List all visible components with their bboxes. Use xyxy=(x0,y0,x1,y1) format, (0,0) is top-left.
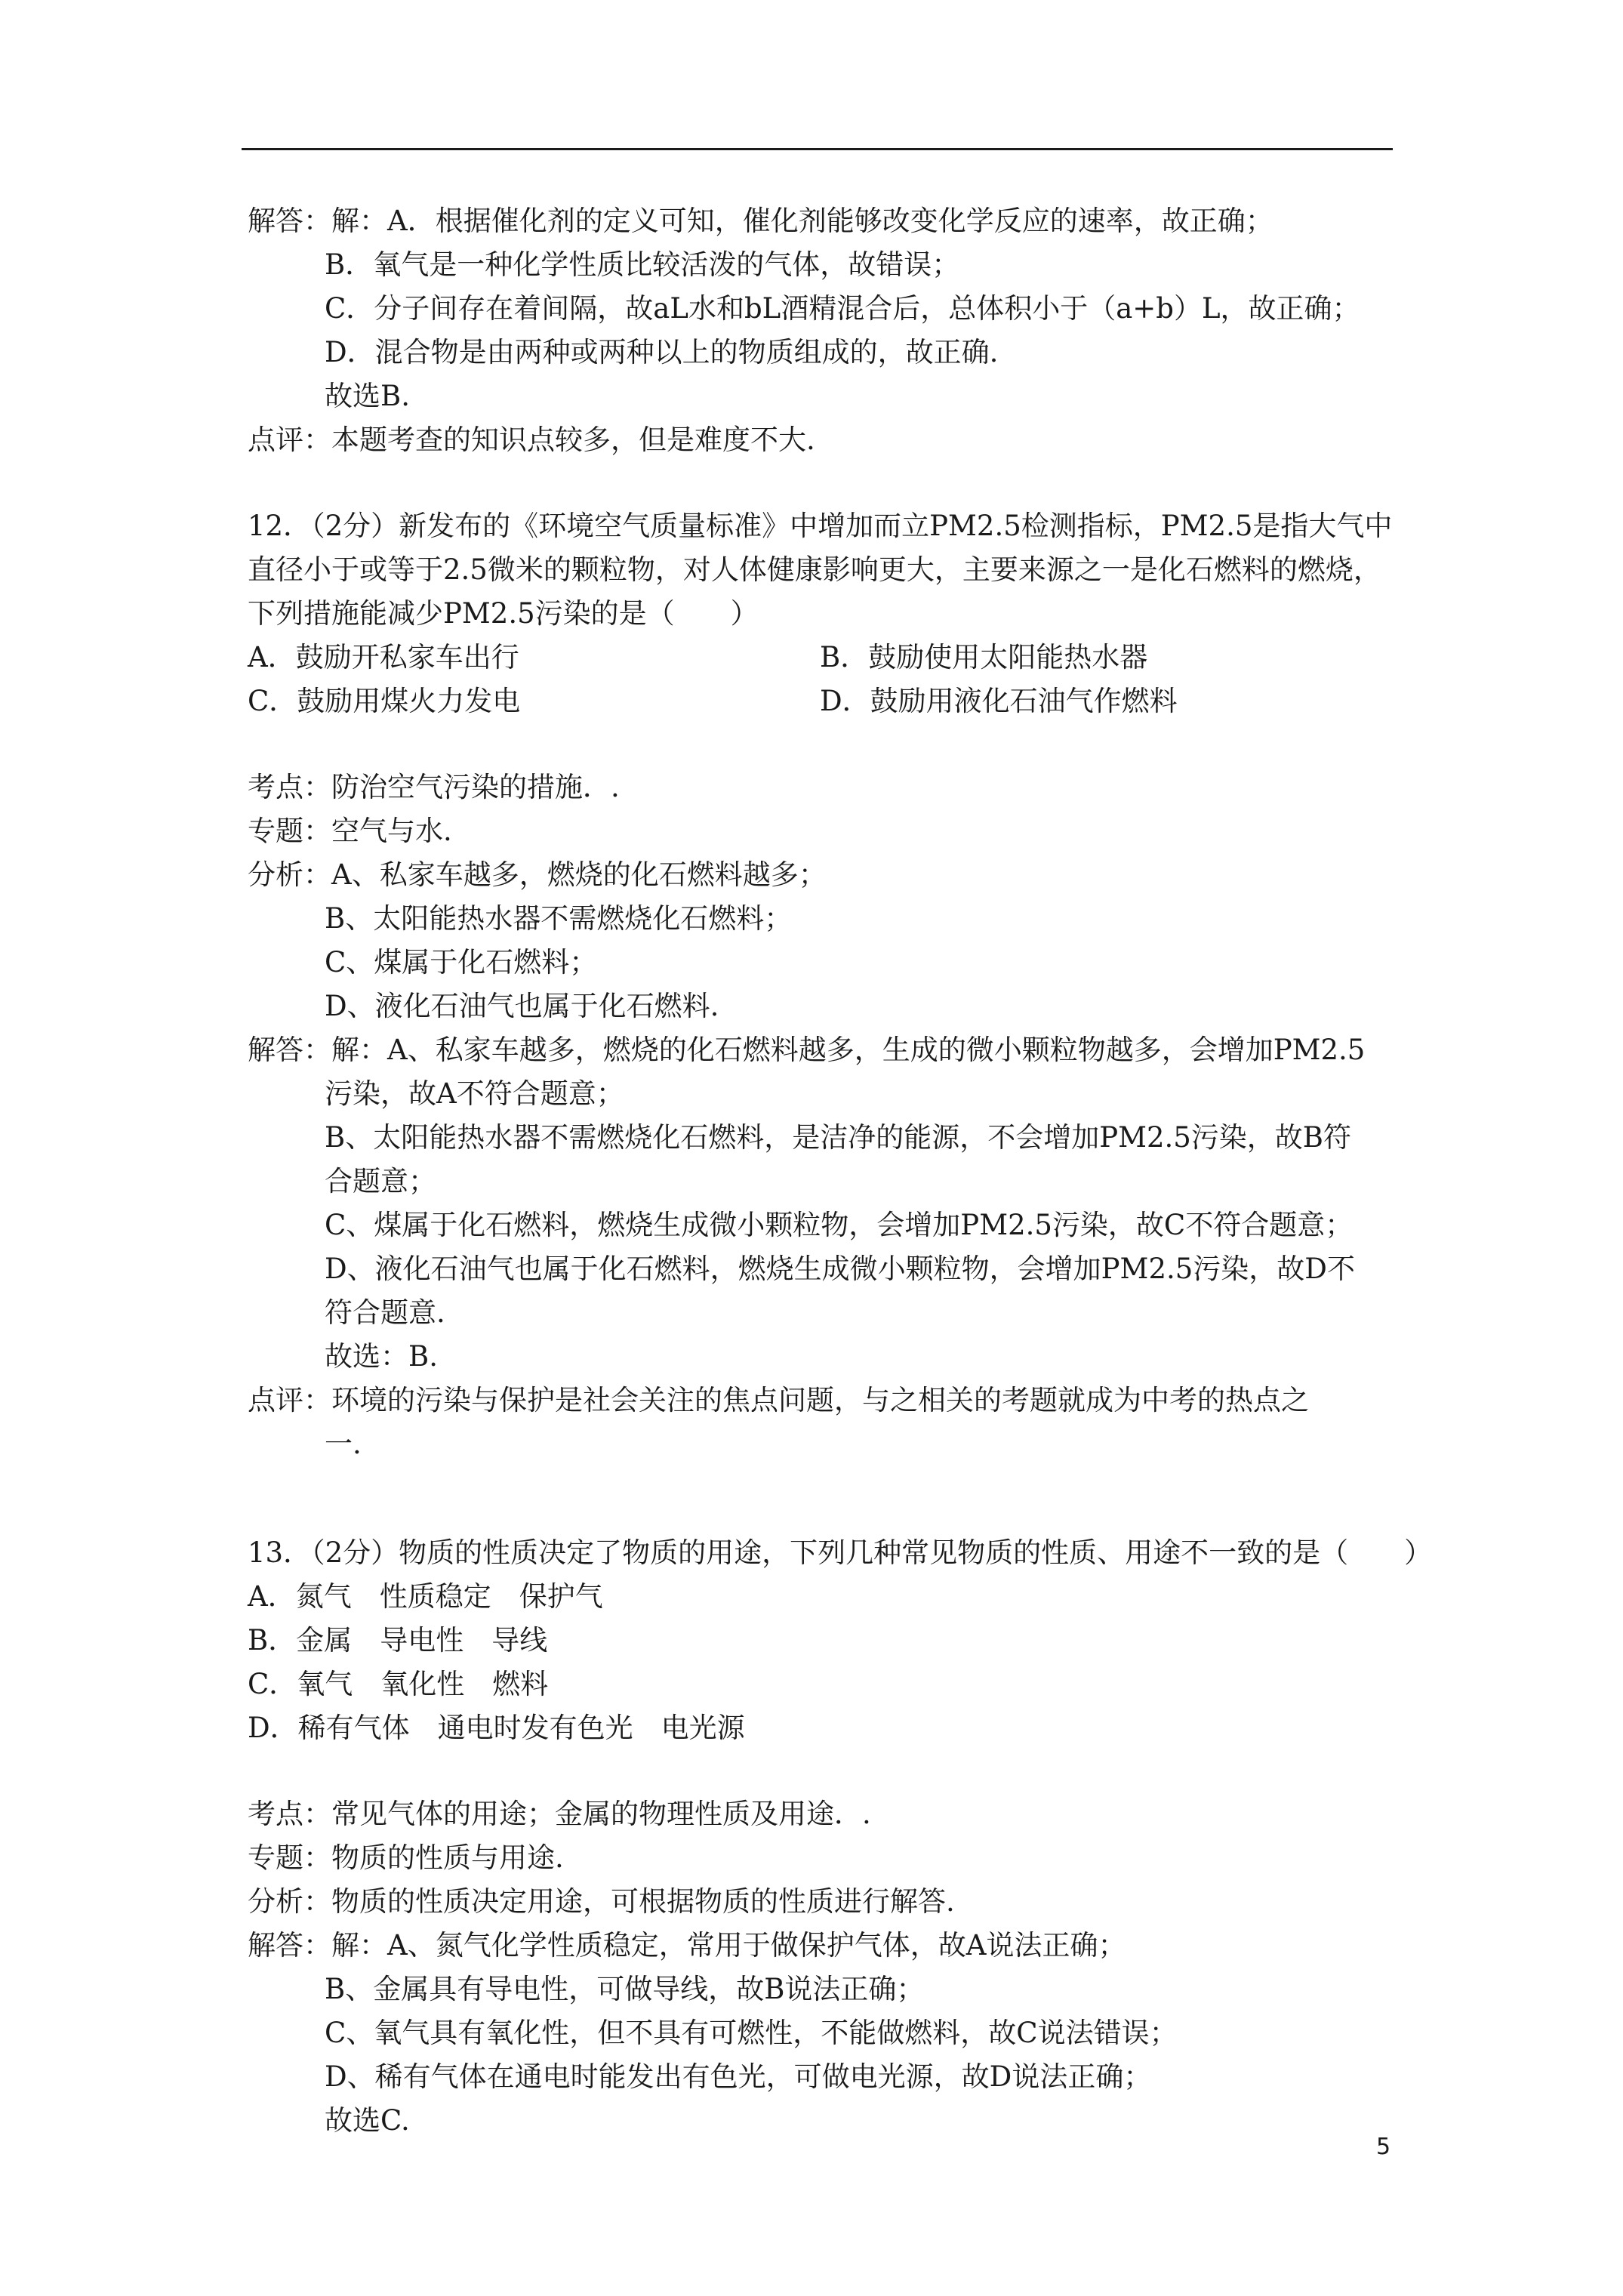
option-d: D．稀有气体 通电时发有色光 电光源 xyxy=(248,1712,745,1744)
question-12-line: 下列措施能减少PM2.5污染的是（ ） xyxy=(248,597,759,630)
answer-line: B、金属具有导电性，可做导线，故B说法正确； xyxy=(325,1973,925,2005)
option-d: D．鼓励用液化石油气作燃料 xyxy=(820,685,1178,717)
kaodian-line: 考点：常见气体的用途；金属的物理性质及用途．. xyxy=(248,1798,871,1830)
answer-line: 解答：解：A．根据催化剂的定义可知，催化剂能够改变化学反应的速率，故正确； xyxy=(248,205,1273,237)
answer-line: D．混合物是由两种或两种以上的物质组成的，故正确. xyxy=(325,336,999,368)
answer-line: 解答：解：A、私家车越多，燃烧的化石燃料越多，生成的微小颗粒物越多，会增加PM2.5 xyxy=(248,1034,1366,1066)
comment-line: 点评：本题考查的知识点较多，但是难度不大. xyxy=(248,424,815,456)
page-number: 5 xyxy=(1376,2134,1391,2160)
answer-line: 合题意； xyxy=(325,1165,436,1197)
zhuanti-line: 专题：物质的性质与用途. xyxy=(248,1841,564,1874)
analysis-line: 分析：A、私家车越多，燃烧的化石燃料越多； xyxy=(248,858,827,891)
answer-line: 解答：解：A、氮气化学性质稳定，常用于做保护气体，故A说法正确； xyxy=(248,1929,1126,1962)
analysis-line: D、液化石油气也属于化石燃料. xyxy=(325,990,719,1022)
analysis-line: C、煤属于化石燃料； xyxy=(325,946,598,978)
zhuanti-line: 专题：空气与水. xyxy=(248,815,452,847)
answer-line: 污染，故A不符合题意； xyxy=(325,1077,624,1110)
question-12-line: 12．（2分）新发布的《环境空气质量标准》中增加而立PM2.5检测指标，PM2.5是指大气中 xyxy=(248,510,1393,542)
option-c: C．鼓励用煤火力发电 xyxy=(248,685,521,717)
answer-line: B、太阳能热水器不需燃烧化石燃料，是洁净的能源，不会增加PM2.5污染，故B符 xyxy=(325,1121,1352,1154)
answer-line: 故选C. xyxy=(325,2104,410,2137)
kaodian-line: 考点：防治空气污染的措施．. xyxy=(248,771,620,803)
answer-line: D、液化石油气也属于化石燃料，燃烧生成微小颗粒物，会增加PM2.5污染，故D不 xyxy=(325,1253,1355,1285)
answer-line: 符合题意. xyxy=(325,1296,445,1329)
option-a: A．氮气 性质稳定 保护气 xyxy=(248,1580,603,1613)
question-12-line: 直径小于或等于2.5微米的颗粒物，对人体健康影响更大，主要来源之一是化石燃料的燃烧， xyxy=(248,553,1381,586)
answer-line: C、氧气具有氧化性，但不具有可燃性，不能做燃料，故C说法错误； xyxy=(325,2017,1178,2049)
question-13-line: 13．（2分）物质的性质决定了物质的用途，下列几种常见物质的性质、用途不一致的是（ ） xyxy=(248,1536,1433,1569)
answer-line: C、煤属于化石燃料，燃烧生成微小颗粒物，会增加PM2.5污染，故C不符合题意； xyxy=(325,1209,1354,1241)
comment-line: 一. xyxy=(325,1428,362,1460)
answer-line: C．分子间存在着间隔，故aL水和bL酒精混合后，总体积小于（a+b）L，故正确； xyxy=(325,292,1360,325)
answer-line: 故选B. xyxy=(325,380,410,412)
option-b: B．鼓励使用太阳能热水器 xyxy=(820,641,1148,673)
analysis-line: 分析：物质的性质决定用途，可根据物质的性质进行解答. xyxy=(248,1885,955,1918)
comment-line: 点评：环境的污染与保护是社会关注的焦点问题，与之相关的考题就成为中考的热点之 xyxy=(248,1384,1309,1416)
answer-line: D、稀有气体在通电时能发出有色光，可做电光源，故D说法正确； xyxy=(325,2060,1152,2093)
option-b: B．金属 导电性 导线 xyxy=(248,1624,548,1657)
analysis-line: B、太阳能热水器不需燃烧化石燃料； xyxy=(325,902,793,935)
answer-line: B．氧气是一种化学性质比较活泼的气体，故错误； xyxy=(325,248,960,281)
option-a: A．鼓励开私家车出行 xyxy=(248,641,519,673)
header-rule xyxy=(242,148,1393,150)
option-c: C．氧气 氧化性 燃料 xyxy=(248,1668,549,1700)
answer-line: 故选：B. xyxy=(325,1340,438,1373)
